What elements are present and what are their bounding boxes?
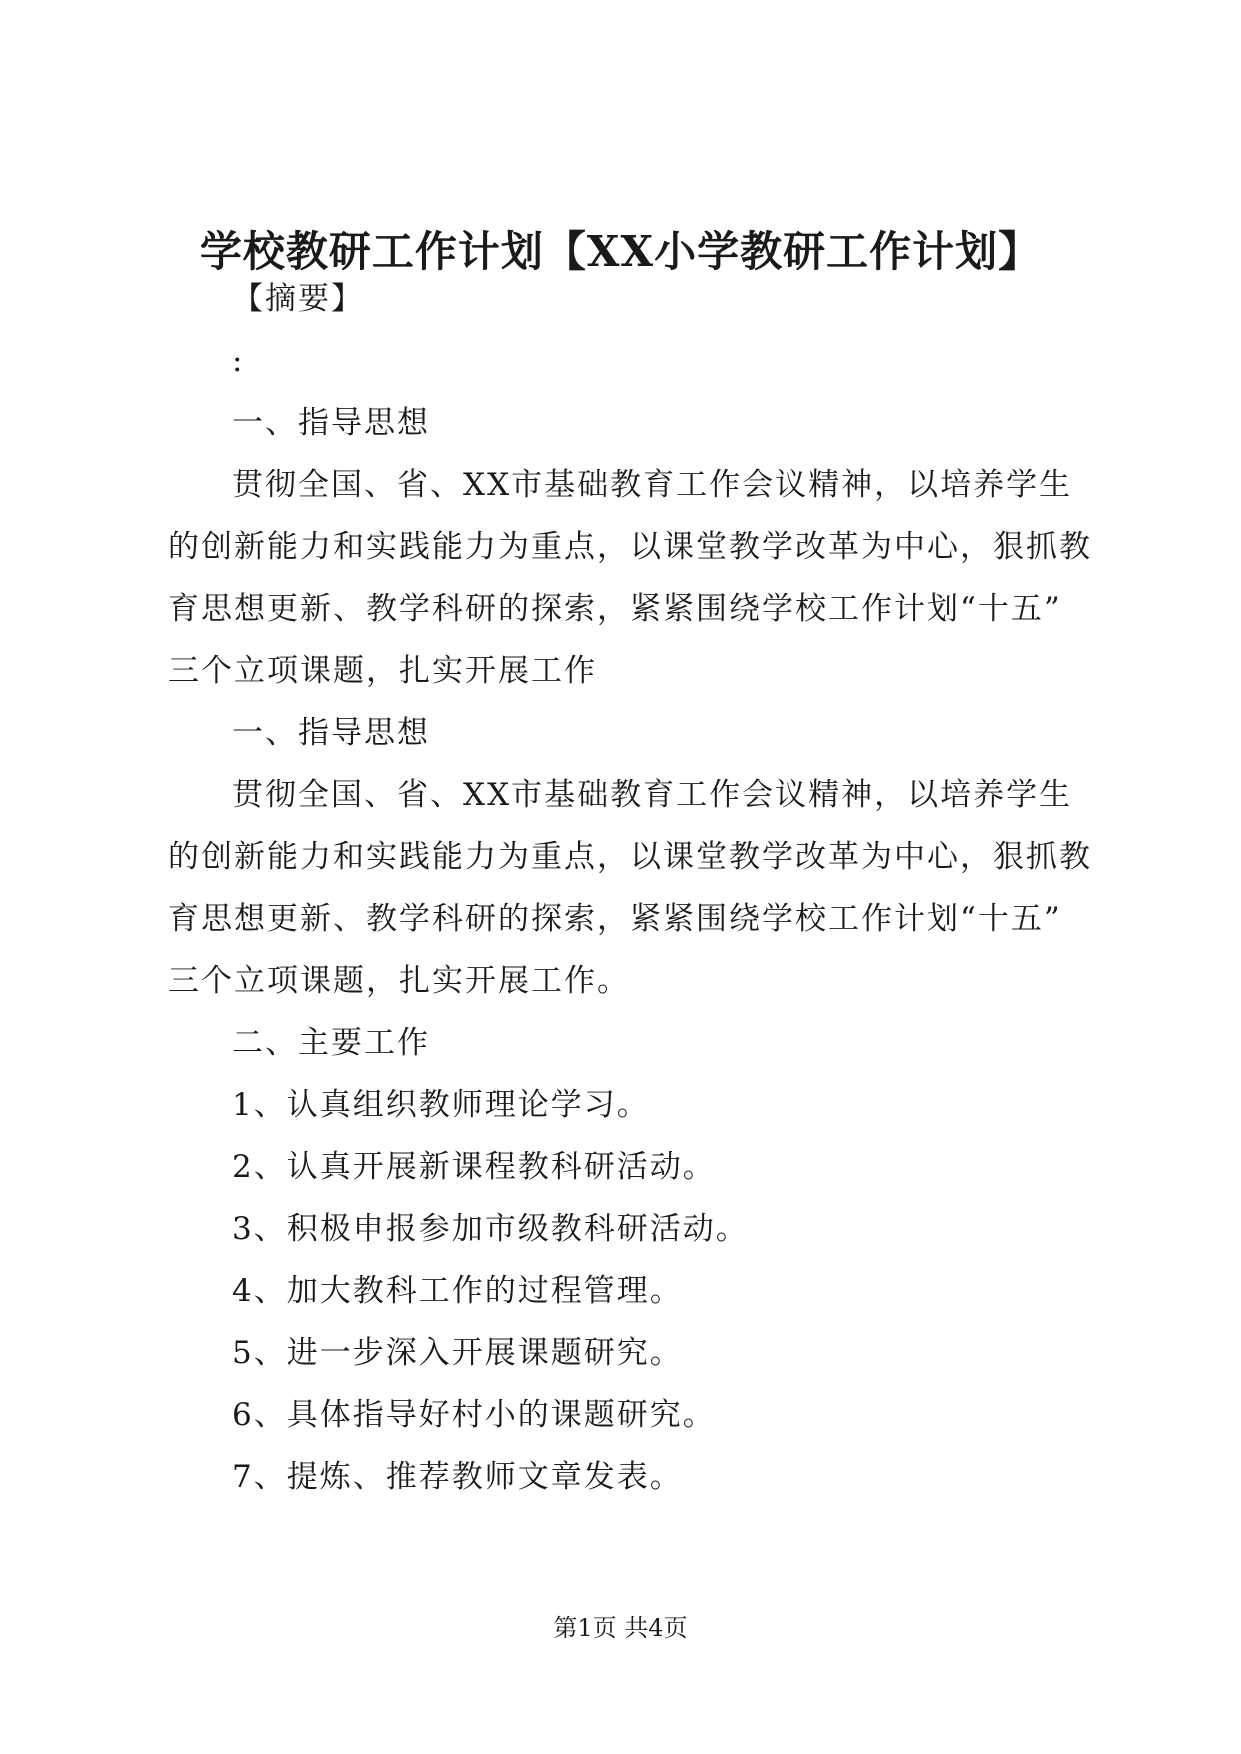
paragraph-line: 育思想更新、教学科研的探索，紧紧围绕学校工作计划“十五”: [168, 591, 1062, 627]
abstract-label: 【摘要】: [232, 281, 364, 317]
paragraph-line: 的创新能力和实践能力为重点，以课堂教学改革为中心，狠抓教: [168, 839, 1092, 875]
list-item: 2、认真开展新课程教科研活动。: [232, 1149, 716, 1185]
paragraph-guiding-thought: [168, 454, 1096, 702]
document-title: 学校教研工作计划【XX小学教研工作计划】: [199, 227, 1042, 276]
section-heading-guiding-thought-repeat: 一、指导思想: [232, 715, 430, 751]
paragraph-line: 三个立项课题，扎实开展工作: [168, 653, 597, 689]
paragraph-line: 的创新能力和实践能力为重点，以课堂教学改革为中心，狠抓教: [168, 529, 1092, 565]
paragraph-line: 育思想更新、教学科研的探索，紧紧围绕学校工作计划“十五”: [168, 901, 1062, 937]
list-item: 4、加大教科工作的过程管理。: [232, 1273, 683, 1309]
list-item: 7、提炼、推荐教师文章发表。: [232, 1459, 683, 1495]
paragraph-line: 贯彻全国、省、XX市基础教育工作会议精神，以培养学生: [232, 467, 1073, 503]
paragraph-guiding-thought-repeat: [168, 764, 1096, 1012]
paragraph-line: 贯彻全国、省、XX市基础教育工作会议精神，以培养学生: [232, 777, 1073, 813]
list-item: 6、具体指导好村小的课题研究。: [232, 1397, 716, 1433]
section-heading-main-work: 二、主要工作: [232, 1025, 430, 1061]
abstract-colon: :: [232, 343, 245, 379]
list-item: 5、进一步深入开展课题研究。: [232, 1335, 683, 1371]
list-item: 1、认真组织教师理论学习。: [232, 1087, 650, 1123]
list-item: 3、积极申报参加市级教科研活动。: [232, 1211, 749, 1247]
document-body: [168, 268, 1096, 1508]
section-heading-guiding-thought: 一、指导思想: [232, 405, 430, 441]
page-footer: 第1页 共4页: [553, 1614, 688, 1642]
paragraph-line: 三个立项课题，扎实开展工作。: [168, 963, 630, 999]
